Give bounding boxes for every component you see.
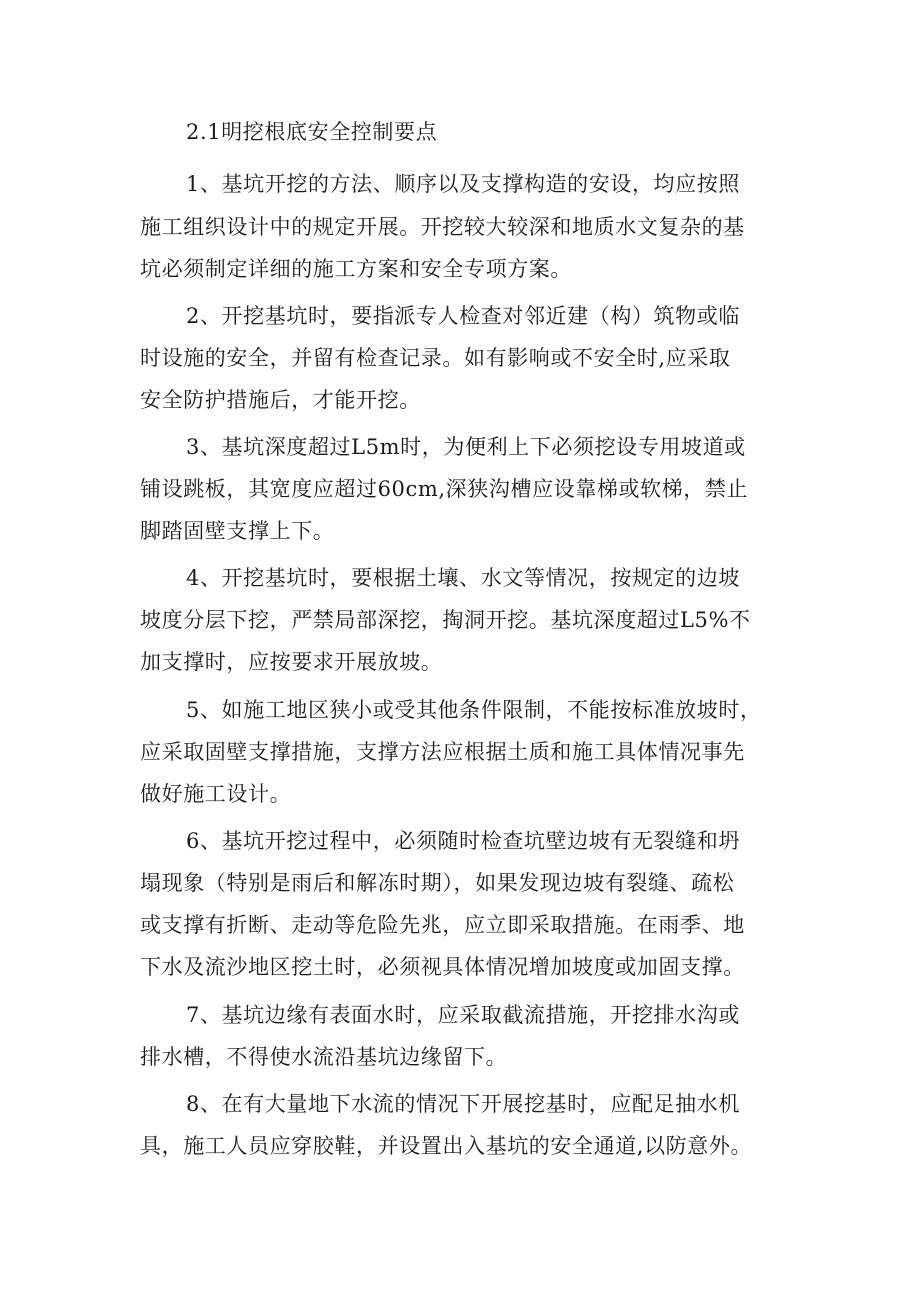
paragraph-3-line-1: 3、基坑深度超过L5m时，为便利上下必须挖设专用坡道或 [186,435,746,459]
paragraph-1-line-1: 1、基坑开挖的方法、顺序以及支撑构造的安设，均应按照 [186,172,740,196]
paragraph-4-line-2: 坡度分层下挖，严禁局部深挖，掏洞开挖。基坑深度超过L5%不 [140,608,751,632]
paragraph-8-line-1: 8、在有大量地下水流的情况下开展挖基时，应配足抽水机 [186,1092,740,1116]
paragraph-2-line-3: 安全防护措施后，才能开挖。 [140,388,421,412]
paragraph-2-line-2: 时设施的安全，并留有检查记录。如有影响或不安全时,应采取 [140,346,731,370]
paragraph-6-line-2: 塌现象（特别是雨后和解冻时期），如果发现边坡有裂缝、疏松 [140,871,735,895]
paragraph-6-line-3: 或支撑有折断、走动等危险先兆，应立即采取措施。在雨季、地 [140,913,745,937]
paragraph-8-line-2: 具，施工人员应穿胶鞋，并设置出入基坑的安全通道,以防意外。 [140,1134,753,1158]
paragraph-1-line-2: 施工组织设计中的规定开展。开挖较大较深和地质水文复杂的基 [140,215,745,239]
paragraph-7-line-2: 排水槽，不得使水流沿基坑边缘留下。 [140,1045,508,1069]
paragraph-7-line-1: 7、基坑边缘有表面水时，应采取截流措施，开挖排水沟或 [186,1003,740,1027]
paragraph-3-line-2: 铺设跳板，其宽度应超过60cm,深狭沟槽应设靠梯或软梯，禁止 [140,477,749,501]
paragraph-6-line-1: 6、基坑开挖过程中，必须随时检查坑壁边坡有无裂缝和坍 [186,829,740,853]
paragraph-5-line-2: 应采取固壁支撑措施，支撑方法应根据土质和施工具体情况事先 [140,740,745,764]
paragraph-6-line-4: 下水及流沙地区挖土时，必须视具体情况增加坡度或加固支撑。 [140,955,745,979]
paragraph-5-line-3: 做好施工设计。 [140,782,292,806]
section-heading: 2.1明挖根底安全控制要点 [186,120,438,144]
paragraph-5-line-1: 5、如施工地区狭小或受其他条件限制，不能按标准放坡时， [186,698,762,722]
paragraph-4-line-1: 4、开挖基坑时，要根据土壤、水文等情况，按规定的边坡 [186,566,740,590]
paragraph-1-line-3: 坑必须制定详细的施工方案和安全专项方案。 [140,257,572,281]
paragraph-3-line-3: 脚踏固壁支撑上下。 [140,519,335,543]
paragraph-2-line-1: 2、开挖基坑时，要指派专人检查对邻近建（构）筑物或临 [186,304,740,328]
paragraph-4-line-3: 加支撑时，应按要求开展放坡。 [140,650,443,674]
